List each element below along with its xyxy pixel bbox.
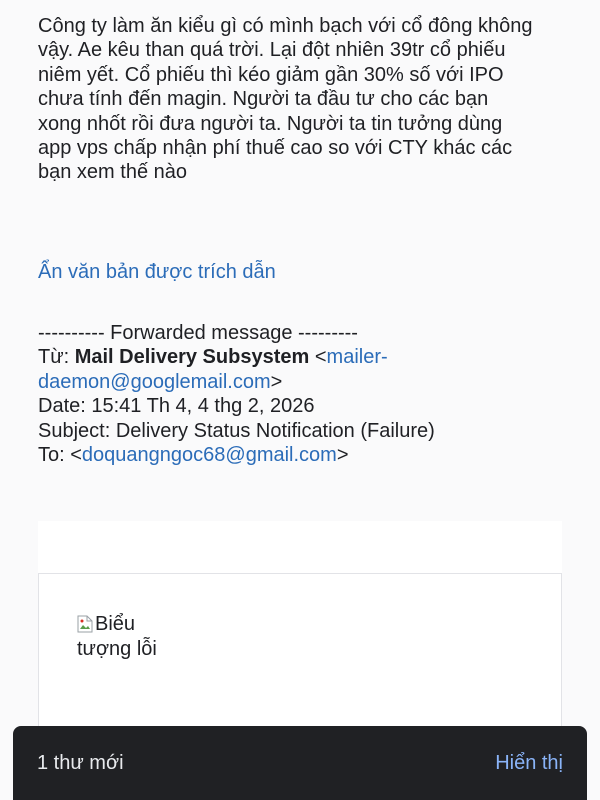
forwarded-from-line-continued bbox=[38, 370, 578, 394]
message-line: niêm yết. Cổ phiếu thì kéo giảm gần 30% số với IPO bbox=[38, 63, 504, 86]
from-label: Từ: bbox=[38, 346, 75, 369]
message-line: app vps chấp nhận phí thuế cao so với CTY khác các bbox=[38, 137, 513, 160]
from-close-bracket: > bbox=[270, 370, 283, 393]
forwarded-content-card bbox=[38, 573, 562, 734]
snackbar-message: 1 thư mới bbox=[37, 752, 124, 774]
message-line: Công ty làm ăn kiểu gì có mình bạch với cổ đông không bbox=[38, 15, 533, 37]
from-email-link[interactable]: mailer- bbox=[326, 346, 388, 369]
forwarded-from-line bbox=[38, 345, 578, 369]
to-email-link[interactable]: doquangngoc68@gmail.com bbox=[81, 444, 337, 467]
show-new-mail-button[interactable]: Hiển thị bbox=[495, 752, 563, 774]
to-close-bracket: > bbox=[336, 444, 349, 467]
forwarded-message-header bbox=[38, 321, 578, 467]
hide-quoted-text-link[interactable]: Ẩn văn bản được trích dẫn bbox=[38, 261, 276, 283]
forwarded-separator: ---------- Forwarded message --------- bbox=[38, 322, 358, 344]
message-line: chưa tính đến magin. Người ta đầu tư cho các bạn bbox=[38, 88, 489, 111]
from-email-link-continued[interactable]: daemon@googlemail.com bbox=[38, 370, 271, 393]
forwarded-content-header-band bbox=[38, 521, 562, 573]
broken-image-alt-text-continued: tượng lỗi bbox=[77, 638, 157, 660]
from-sender-name: Mail Delivery Subsystem bbox=[74, 346, 310, 369]
forwarded-to-line bbox=[38, 443, 578, 467]
message-line: vậy. Ae kêu than quá trời. Lại đột nhiên 39tr cổ phiếu bbox=[38, 39, 506, 62]
message-line: bạn xem thế nào bbox=[38, 161, 187, 184]
broken-image-icon bbox=[77, 615, 93, 633]
to-label: To: < bbox=[38, 444, 82, 467]
broken-image-alt-text: Biểu bbox=[95, 613, 136, 635]
forwarded-date-line: Date: 15:41 Th 4, 4 thg 2, 2026 bbox=[38, 395, 315, 418]
message-line: xong nhốt rồi đưa người ta. Người ta tin tưởng dùng bbox=[38, 112, 503, 135]
from-open-bracket: < bbox=[309, 346, 327, 369]
new-mail-snackbar bbox=[13, 726, 587, 800]
broken-image-placeholder bbox=[77, 612, 197, 662]
email-message-body bbox=[38, 14, 578, 185]
forwarded-subject-line: Subject: Delivery Status Notification (Failure) bbox=[38, 419, 435, 442]
